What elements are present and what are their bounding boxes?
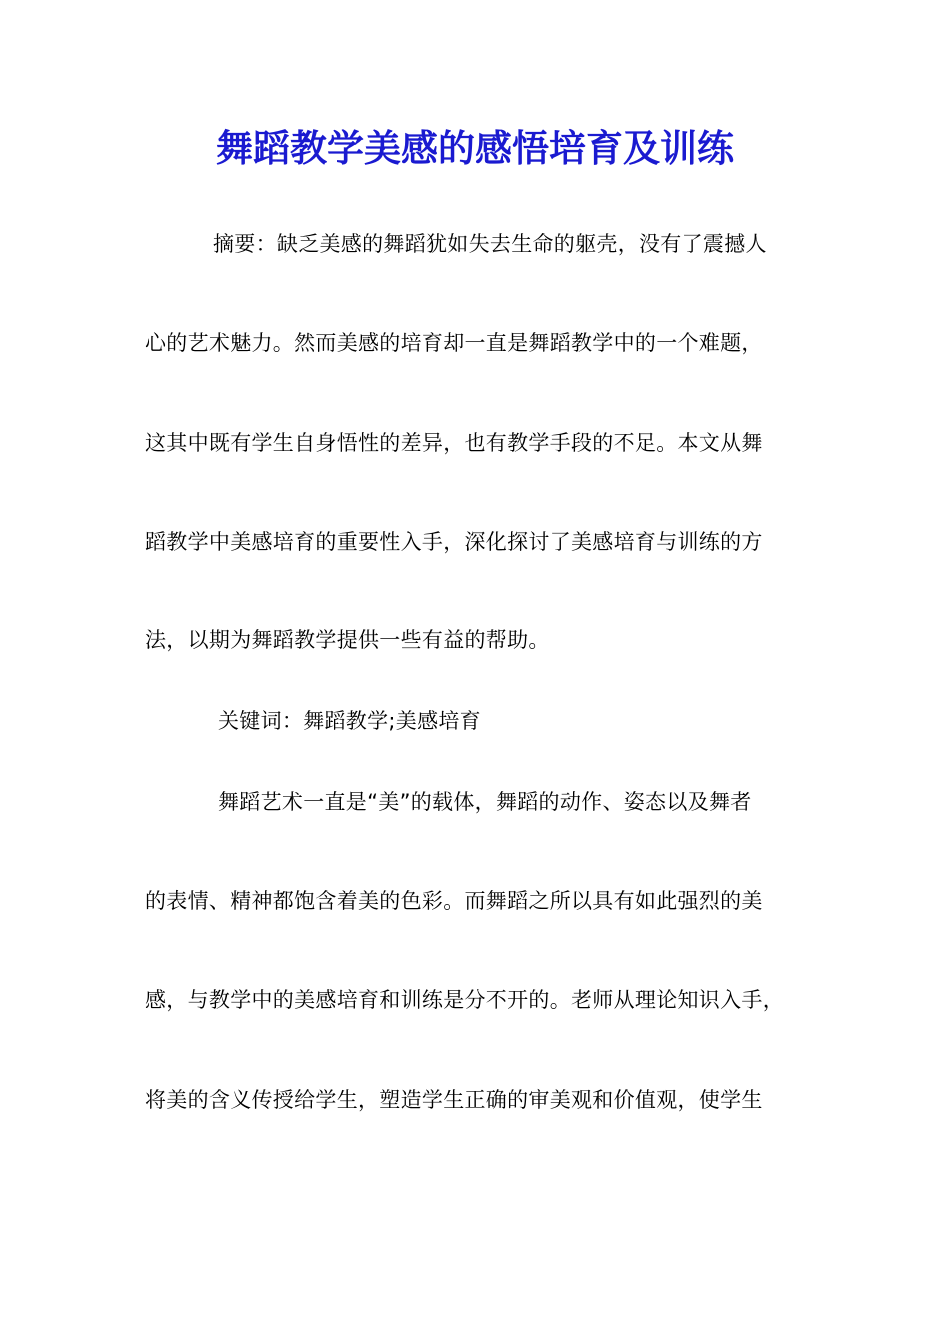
keywords-line: 关键词：舞蹈教学;美感培育 bbox=[218, 709, 481, 733]
body-line-3: 感，与教学中的美感培育和训练是分不开的。老师从理论知识入手， bbox=[145, 988, 784, 1012]
abstract-line-4: 蹈教学中美感培育的重要性入手，深化探讨了美感培育与训练的方 bbox=[145, 530, 763, 554]
document-title: 舞蹈教学美感的感悟培育及训练 bbox=[216, 126, 734, 170]
abstract-line-5: 法，以期为舞蹈教学提供一些有益的帮助。 bbox=[145, 628, 550, 652]
body-line-2: 的表情、精神都饱含着美的色彩。而舞蹈之所以具有如此强烈的美 bbox=[145, 889, 763, 913]
body-line-4: 将美的含义传授给学生，塑造学生正确的审美观和价值观，使学生 bbox=[145, 1088, 763, 1112]
abstract-line-2: 心的艺术魅力。然而美感的培育却一直是舞蹈教学中的一个难题， bbox=[145, 331, 763, 355]
body-line-1: 舞蹈艺术一直是“美”的载体，舞蹈的动作、姿态以及舞者 bbox=[218, 790, 752, 814]
abstract-line-3: 这其中既有学生自身悟性的差异，也有教学手段的不足。本文从舞 bbox=[145, 431, 763, 455]
abstract-line-1: 摘要：缺乏美感的舞蹈犹如失去生命的躯壳，没有了震撼人 bbox=[213, 232, 767, 256]
